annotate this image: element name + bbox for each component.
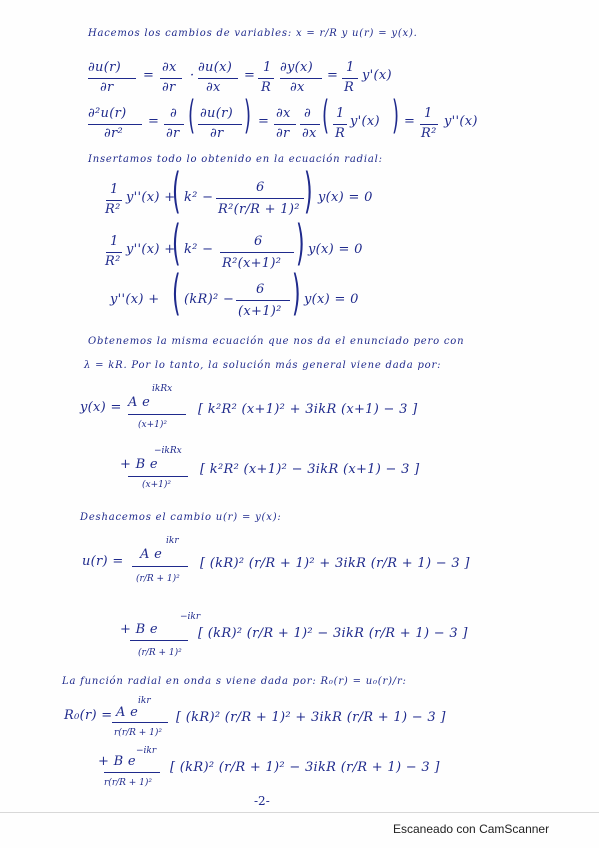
eq2-a-den: ∂r (166, 126, 180, 141)
scanner-watermark: Escaneado con CamScanner (393, 822, 550, 836)
eq11-exp: −ikr (136, 746, 157, 756)
eq9-den: (r/R + 1)² (138, 648, 182, 658)
eq3-k-term: k² − (184, 190, 214, 205)
intro-line: Hacemos los cambios de variables: x = r/R y u(r) = y(x). (88, 28, 418, 39)
eq10-lhs: R₀(r) = (64, 708, 113, 723)
eq2-a-in-den: ∂r (210, 126, 224, 141)
eq9-bracket: [ (kR)² (r/R + 1)² − 3ikR (r/R + 1) − 3 ] (198, 626, 468, 641)
eq5-f-num: 6 (256, 282, 265, 297)
eq1-m3-num: 1 (263, 60, 272, 75)
eq2-a-num: ∂ (170, 106, 178, 121)
eq7-den: (x+1)² (142, 480, 171, 490)
page-number: -2- (254, 794, 270, 808)
eq8-den: (r/R + 1)² (136, 574, 180, 584)
eq3-a-tail: y''(x) + (126, 190, 176, 205)
eq5-k-term: (kR)² − (184, 292, 235, 307)
eq2-lhs-den: ∂r² (104, 126, 124, 141)
eq11-bracket: [ (kR)² (r/R + 1)² − 3ikR (r/R + 1) − 3 ] (170, 760, 440, 775)
eq1-r-tail: y'(x) (362, 68, 392, 83)
eq3-f-num: 6 (256, 180, 265, 195)
insert-line: Insertamos todo lo obtenido en la ecuación radial: (88, 154, 383, 165)
eq3-a-num: 1 (110, 182, 119, 197)
eq8-num: A e (140, 547, 163, 562)
paragraph-line-1: Obtenemos la misma ecuación que nos da el enunciado pero con (88, 336, 465, 347)
eq1-lhs-den: ∂r (100, 80, 114, 95)
eq1-m2-den: ∂x (206, 80, 221, 95)
eq8-exp: ikr (166, 536, 179, 546)
eq6-bracket: [ k²R² (x+1)² + 3ikR (x+1) − 3 ] (198, 402, 418, 417)
eq2-d-tail: y'(x) (350, 114, 380, 129)
eq3-a-den: R² (105, 202, 121, 217)
eq1-lhs-bar (88, 78, 136, 79)
eq6-exp: ikRx (152, 384, 173, 394)
eq10-den: r(r/R + 1)² (114, 728, 163, 738)
scanned-page: Hacemos los cambios de variables: x = r/R y u(r) = y(x). ∂u(r) ∂r = ∂x ∂r · ∂u(x) ∂x = 1 R ∂y(x) ∂x = 1 R y'(x) ∂²u(r) ∂r² = ∂ ∂r ( ∂u(r) ∂r ) = ∂x ∂r ∂ ∂x ( 1 R y'(x) ) = 1 R² y''(x) Insertamos todo lo obtenido en la ecuación radial: 1 R² y''(x) + ( k² − 6 R²(r/R + 1)² ) y(x) = 0 1 R² y''(x) + ( k² − 6 R²(x+1)² ) y(x) = 0 y''(x) + ( (kR)² − 6 (x+1)² ) y(x) = 0 Obtenemos la misma ecuación que nos da el enunciado pero con λ = kR. Por lo tanto, la solución más general viene dada por: y(x) = ikRx A e (x+1)² [ k²R² (x+1)² + 3ikR (x+1) − 3 ] −ikRx + B e (x+1)² [ k²R² (x+1)² − 3ikR (x+1) − 3 ] Deshacemos el cambio u(r) = y(x): u(r) = ikr A e (r/R + 1)² [ (kR)² (r/R + 1)² + 3ikR (r/R + 1) − 3 ] −ikr + B e (r/R + 1)² [ (kR)² (r/R + 1)² − 3ikR (r/R + 1) − 3 ] La función radial en onda s viene dada por: R₀(r) = u₀(r)/r: R₀(r) = ikr A e r(r/R + 1)² [ (kR)² (r/R + 1)² + 3ikR (r/R + 1) − 3 ] −ikr + B e r(r/R + 1)² [ (kR)² (r/R + 1)² − 3ikR (r/R + 1) − 3 ] -2- Escaneado con CamScanner (0, 0, 599, 848)
eq1-r-num: 1 (346, 60, 355, 75)
eq4-k-term: k² − (184, 242, 214, 257)
eq11-den: r(r/R + 1)² (104, 778, 153, 788)
eq4-a-tail: y''(x) + (126, 242, 176, 257)
eq4-a-num: 1 (110, 234, 119, 249)
eq9-num: + B e (120, 622, 158, 637)
eq2-r-den: R² (421, 126, 437, 141)
eq6-den: (x+1)² (138, 420, 167, 430)
eq1-r-den: R (344, 80, 355, 95)
eq10-exp: ikr (138, 696, 151, 706)
eq2-a-in-num: ∂u(r) (200, 106, 233, 121)
eq1-m1-den: ∂r (162, 80, 176, 95)
eq2-d-num: 1 (336, 106, 345, 121)
eq7-num: + B e (120, 457, 158, 472)
radial-function-line: La función radial en onda s viene dada por: R₀(r) = u₀(r)/r: (62, 676, 407, 687)
eq6-num: A e (128, 395, 151, 410)
eq2-b-den: ∂r (276, 126, 290, 141)
eq2-c-num: ∂ (304, 106, 312, 121)
eq3-f-den: R²(r/R + 1)² (218, 202, 300, 217)
eq1-m4-num: ∂y(x) (280, 60, 314, 75)
eq5-a-tail: y''(x) + (110, 292, 160, 307)
eq4-tail: y(x) = 0 (308, 242, 363, 257)
eq6-lhs: y(x) = (80, 400, 122, 415)
eq1-m1-num: ∂x (162, 60, 177, 75)
footer-divider (0, 812, 599, 813)
eq2-r-tail: y''(x) (444, 114, 478, 129)
undo-line: Deshacemos el cambio u(r) = y(x): (80, 512, 282, 523)
eq1-m4-den: ∂x (290, 80, 305, 95)
eq9-exp: −ikr (180, 612, 201, 622)
eq2-r-num: 1 (424, 106, 433, 121)
eq1-lhs-num: ∂u(r) (88, 60, 121, 75)
eq8-lhs: u(r) = (82, 554, 124, 569)
eq2-lhs-num: ∂²u(r) (88, 106, 127, 121)
eq1-m2-num: ∂u(x) (198, 60, 233, 75)
eq7-bracket: [ k²R² (x+1)² − 3ikR (x+1) − 3 ] (200, 462, 420, 477)
eq1-m3-den: R (261, 80, 272, 95)
eq2-c-den: ∂x (302, 126, 317, 141)
eq7-exp: −ikRx (154, 446, 182, 456)
eq5-tail: y(x) = 0 (304, 292, 359, 307)
eq11-num: + B e (98, 754, 136, 769)
eq2-d-den: R (335, 126, 346, 141)
eq3-tail: y(x) = 0 (318, 190, 373, 205)
eq2-b-num: ∂x (276, 106, 291, 121)
eq4-f-num: 6 (254, 234, 263, 249)
eq10-bracket: [ (kR)² (r/R + 1)² + 3ikR (r/R + 1) − 3 ] (176, 710, 446, 725)
eq5-f-den: (x+1)² (238, 304, 282, 319)
eq4-f-den: R²(x+1)² (222, 256, 282, 271)
eq4-a-den: R² (105, 254, 121, 269)
eq10-num: A e (116, 705, 139, 720)
eq8-bracket: [ (kR)² (r/R + 1)² + 3ikR (r/R + 1) − 3 ] (200, 556, 470, 571)
paragraph-line-2: λ = kR. Por lo tanto, la solución más general viene dada por: (84, 360, 442, 371)
